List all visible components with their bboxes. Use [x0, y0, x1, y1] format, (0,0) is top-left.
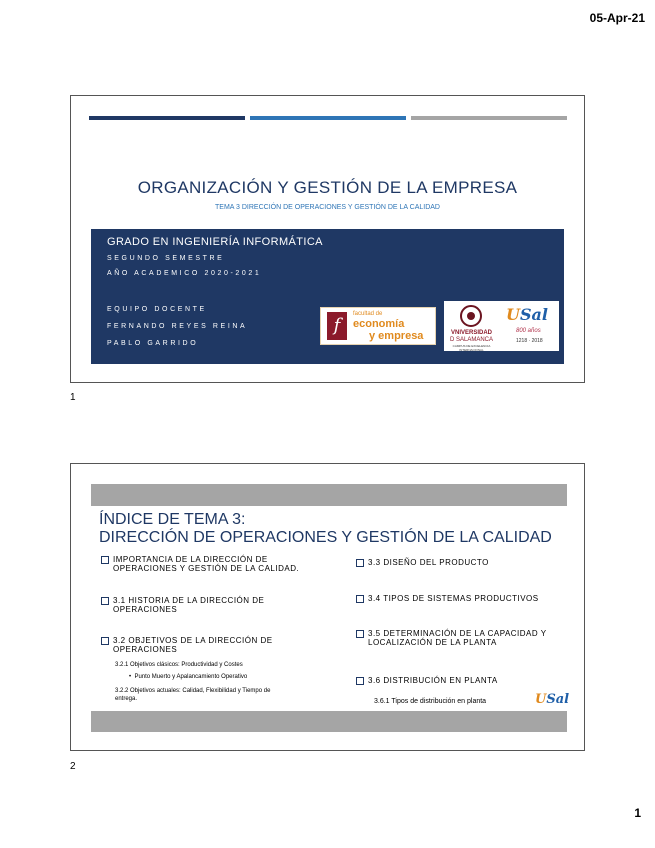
checkbox-icon — [356, 559, 364, 567]
subitem-322-cont: entrega. — [115, 696, 138, 702]
checkbox-icon — [356, 630, 364, 638]
accent-bar-navy — [89, 116, 245, 120]
subitem-321: 3.2.1 Objetivos clásicos: Productividad y Costes — [115, 662, 243, 668]
subitem-322: 3.2.2 Objetivos actuales: Calidad, Flexibilidad y Tiempo de — [115, 688, 271, 694]
document-date: 05-Apr-21 — [589, 11, 645, 25]
anniversary-logo-mark: USal — [506, 305, 548, 324]
usal-line3: CAMPUS DE EXCELENCIA INTERNACIONAL — [452, 344, 491, 352]
index-title-line1: ÍNDICE DE TEMA 3: — [99, 511, 246, 528]
subitem-361: 3.6.1 Tipos de distribución en planta — [374, 698, 487, 705]
accent-bar-blue — [250, 116, 406, 120]
slide-2: ÍNDICE DE TEMA 3: DIRECCIÓN DE OPERACIONES Y GESTIÓN DE LA CALIDAD IMPORTANCIA DE LA DIRECCIÓN DE OPERACIONES Y GESTIÓN DE LA CALIDAD. 3.1 HISTORIA DE LA DIRECCIÓN DE OPERACIONES 3.2 OBJETIVOS DE LA DIRECCIÓN DE OPERACIONES 3.2.1 Objetivos clásicos: Productividad y Costes • Punto Muerto y Apalancamiento Operativo 3.2.2 Objetivos actuales: Calidad, Flexibilidad y Tiempo de entrega. 3.3 DISEÑO DEL PRODUCTO 3.4 TIPOS DE SISTEMAS PRODUCTIVOS 3.5 DETERMINACIÓN DE LA CAPACIDAD Y LOCALIZACIÓN DE LA PLANTA 3.6 DISTRIBUCIÓN EN PLANTA 3.6.1 Tipos de distribución en planta USal — [70, 463, 585, 751]
usal-line2: D SALAMANCA — [449, 337, 493, 343]
checkbox-icon — [356, 677, 364, 685]
slide-1 — [70, 95, 585, 383]
semester-label: SEGUNDO SEMESTRE — [107, 255, 225, 262]
bottom-gray-band — [91, 711, 567, 732]
checkbox-icon — [101, 637, 109, 645]
teacher-1: FERNANDO REYES REINA — [107, 323, 248, 330]
anniversary-logo-mark: USal — [535, 692, 570, 707]
accent-bar-gray — [411, 116, 567, 120]
usal-line1: VNIVERSIDAD — [450, 330, 492, 336]
faculty-logo-line3: y empresa — [369, 330, 424, 342]
checkbox-icon — [101, 556, 109, 564]
subitem-321-bullet: • Punto Muerto y Apalancamiento Operativo — [129, 674, 248, 680]
index-title-line2: DIRECCIÓN DE OPERACIONES Y GESTIÓN DE LA CALIDAD — [99, 529, 552, 546]
slide-number-2: 2 — [70, 761, 76, 772]
anniversary-line1: 800 años — [516, 328, 541, 334]
top-gray-band — [91, 484, 567, 506]
checkbox-icon — [356, 595, 364, 603]
checkbox-icon — [101, 597, 109, 605]
faculty-logo — [320, 307, 436, 345]
teacher-2: PABLO GARRIDO — [107, 340, 199, 347]
anniversary-line2: 1218 · 2018 — [516, 338, 543, 344]
slide-subtitle: TEMA 3 DIRECCIÓN DE OPERACIONES Y GESTIÓN DE LA CALIDAD — [215, 204, 440, 211]
faculty-logo-line2: economía — [353, 318, 405, 330]
university-logos — [444, 301, 559, 351]
faculty-logo-mark: f — [327, 312, 347, 340]
academic-year-label: AÑO ACADEMICO 2020-2021 — [107, 270, 262, 277]
team-label: EQUIPO DOCENTE — [107, 306, 207, 313]
faculty-logo-line1: facultad de — [353, 311, 383, 317]
page-number: 1 — [634, 806, 641, 820]
university-seal-icon — [460, 305, 482, 327]
info-panel — [91, 229, 564, 364]
degree-label: GRADO EN INGENIERÍA INFORMÁTICA — [107, 236, 323, 248]
slide-number-1: 1 — [70, 392, 76, 403]
slide-title: ORGANIZACIÓN Y GESTIÓN DE LA EMPRESA — [137, 178, 518, 197]
